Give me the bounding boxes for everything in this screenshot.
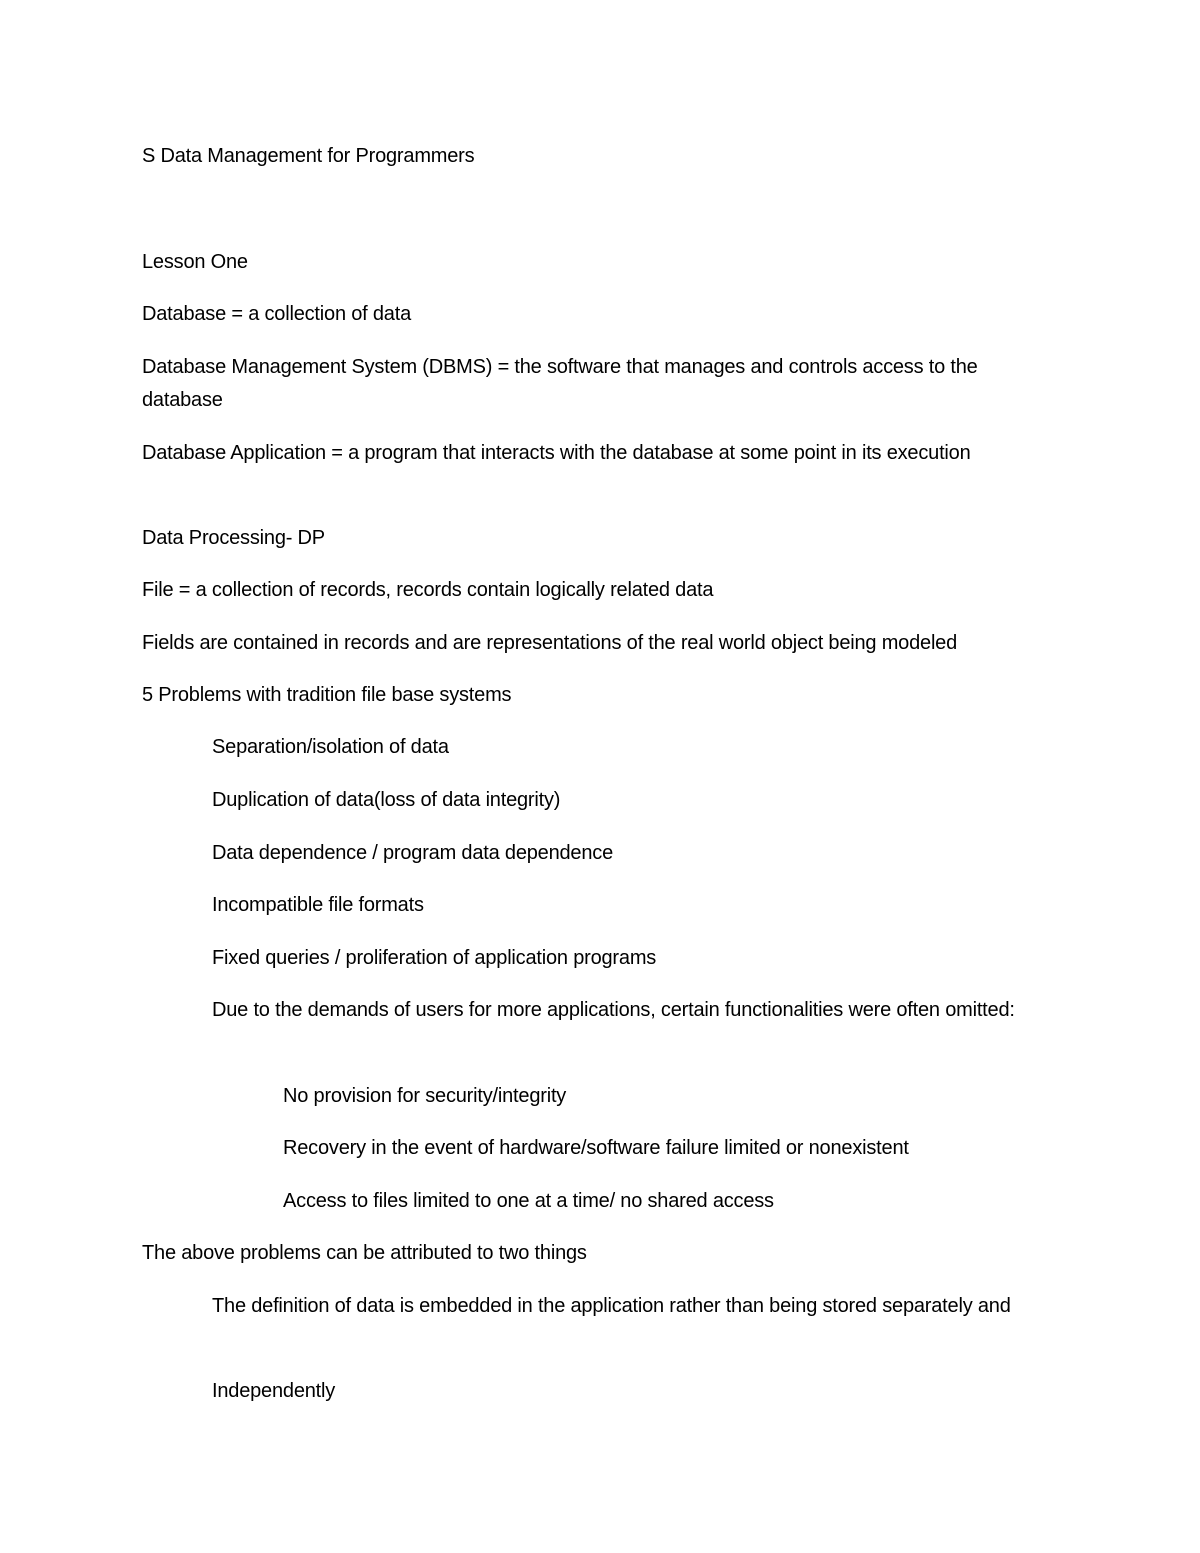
definition-database: Database = a collection of data [142, 303, 411, 325]
definition-database-application: Database Application = a program that interacts with the database at some point in its execution [142, 442, 971, 464]
problem-item: Incompatible file formats [212, 894, 424, 916]
independently-line: Independently [212, 1380, 336, 1402]
definition-dbms: Database Management System (DBMS) = the software that manages and controls access to the database [142, 356, 978, 411]
definition-fields: Fields are contained in records and are representations of the real world object being modeled [142, 632, 958, 654]
omitted-item: Recovery in the event of hardware/software failure limited or nonexistent [283, 1137, 909, 1159]
definition-data-processing: Data Processing- DP [142, 527, 325, 549]
omitted-item: Access to files limited to one at a time/ no shared access [283, 1190, 774, 1212]
problem-item: Separation/isolation of data [212, 736, 449, 758]
attributed-paragraph: The definition of data is embedded in the application rather than being stored separately and [212, 1295, 1011, 1317]
problem-item: Duplication of data(loss of data integrity) [212, 789, 561, 811]
lesson-heading: Lesson One [142, 251, 248, 273]
problems-heading: 5 Problems with tradition file base systems [142, 684, 512, 706]
problem-item: Fixed queries / proliferation of application programs [212, 947, 657, 969]
definition-file: File = a collection of records, records contain logically related data [142, 579, 714, 601]
omitted-item: No provision for security/integrity [283, 1085, 567, 1107]
document-title: S Data Management for Programmers [142, 145, 475, 167]
demands-paragraph: Due to the demands of users for more applications, certain functionalities were often omitted: [212, 999, 1015, 1021]
problem-item: Data dependence / program data dependence [212, 842, 613, 864]
attributed-heading: The above problems can be attributed to two things [142, 1242, 587, 1264]
